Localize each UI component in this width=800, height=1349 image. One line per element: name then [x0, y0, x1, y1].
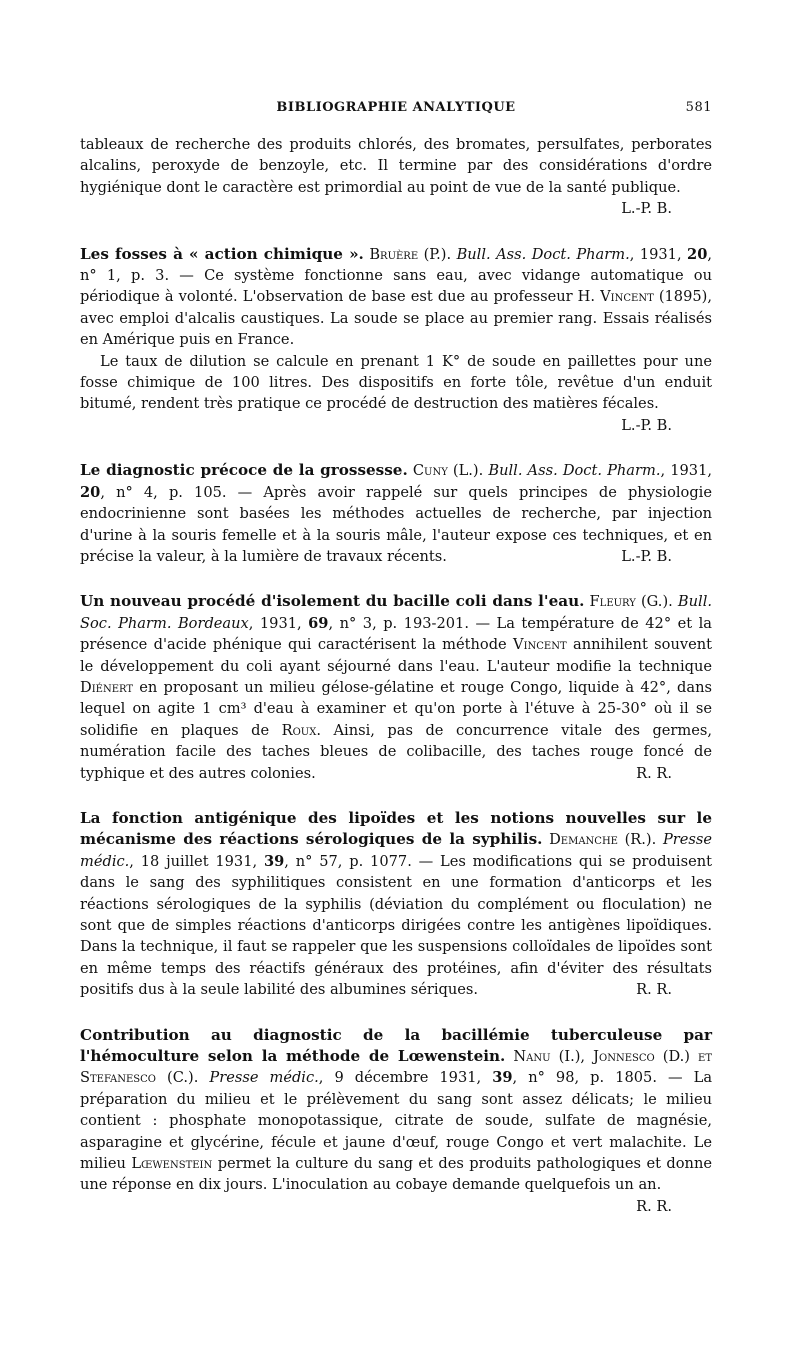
signature: L.-P. B.	[621, 416, 672, 434]
entry-paragraph	[80, 591, 712, 784]
entry-author: Fleury (G.).	[589, 593, 673, 611]
entry-journal: Presse médic.	[80, 831, 712, 870]
person-name: Vincent	[600, 288, 654, 306]
entry-body: permet la culture du sang et des produits pathologiques et donne une réponse en dix jours. L'inoculation au cobaye demande quelquefois un an.	[80, 1155, 712, 1194]
running-title: BIBLIOGRAPHIE ANALYTIQUE	[276, 100, 516, 115]
entry-paragraph	[80, 808, 712, 1001]
page-number: 581	[685, 100, 712, 115]
page-body	[80, 134, 712, 1217]
entry-ref-post: , n° 1, p. 3. —	[80, 245, 712, 285]
entry-title: La fonction antigénique des lipoïdes et les notions nouvelles sur le mécanisme des réactions sérologiques de la syphilis.	[80, 808, 712, 849]
entry-author: Demanche (R.).	[549, 831, 657, 849]
signature: R. R.	[636, 981, 672, 999]
entry-ref-pre: , 9 décembre 1931,	[318, 1069, 493, 1087]
intro-text: tableaux de recherche des produits chlorés, des bromates, persulfates, perborates alcalins, peroxyde de benzoyle, etc. Il termine par des considérations d'ordre hygiénique dont le caractère est primordial au point de vue de la santé publique.	[80, 136, 712, 196]
entry-ref-pre: , 1931,	[660, 462, 712, 480]
entry-ref-post: , n° 98, p. 1805. —	[512, 1069, 694, 1087]
bibliography-entry	[80, 244, 712, 437]
entry-paragraph	[80, 460, 712, 567]
entry-volume: 69	[308, 614, 329, 632]
entry-title: Contribution au diagnostic de la bacillémie tuberculeuse par l'hémoculture selon la méthode de Lœwenstein.	[80, 1025, 712, 1066]
entry-body: Ce système fonctionne sans eau, avec vidange automatique ou périodique à volonté. L'observation de base est due au professeur H.	[80, 267, 712, 306]
signature: L.-P. B.	[621, 547, 672, 565]
entry-ref-pre: , 18 juillet 1931,	[129, 852, 264, 870]
entry-body: . Ainsi, pas de concurrence vitale des germes, numération facile des taches bleues de colibacille, des taches rouge foncé de typhique et des autres colonies.	[80, 721, 713, 782]
entry-ref-pre: , 1931,	[629, 245, 688, 263]
entry-volume: 20	[80, 483, 101, 501]
entry-journal: Bull. Ass. Doct. Pharm.	[456, 245, 630, 263]
signature: R. R.	[636, 764, 672, 782]
entry-volume: 20	[687, 245, 708, 263]
intro-paragraph	[80, 134, 712, 220]
entry-body: annihilent souvent le développement du coli ayant séjourné dans l'eau. L'auteur modifie la technique	[80, 636, 712, 675]
entry-title: Un nouveau procédé d'isolement du bacille coli dans l'eau.	[80, 592, 585, 611]
signature: L.-P. B.	[621, 200, 672, 218]
signature: R. R.	[636, 1197, 672, 1215]
bibliography-entry	[80, 460, 712, 567]
entry-author: Nanu (I.), Jonnesco (D.) et Stefanesco (C.).	[80, 1048, 712, 1087]
person-name: Roux	[281, 721, 317, 739]
bibliography-entry	[80, 808, 712, 1001]
entry-title: Les fosses à « action chimique ».	[80, 244, 364, 263]
entry-journal: Bull. Soc. Pharm. Bordeaux	[80, 593, 713, 632]
person-name: Diénert	[80, 678, 134, 696]
entry-body: La préparation du milieu et le prélèvement du sang sont assez délicats; le milieu contient : phosphate monopotassique, citrate de soude, sulfate de magnésie, asparagine et glycérine, fécule et jaune d'œuf, rouge Congo et vert malachite. Le milieu	[80, 1069, 713, 1173]
entry-title: Le diagnostic précoce de la grossesse.	[80, 461, 408, 480]
entry-body: en proposant un milieu gélose-gélatine et rouge Congo, liquide à 42°, dans lequel on agite 1 cm³ d'eau à examiner et qu'on porte à l'étuve à 25-30° où il se solidifie en plaques de	[80, 678, 712, 739]
entry-body: La température de 42° et la présence d'acide phénique qui caractérisent la méthode	[80, 614, 712, 654]
entry-body: Après avoir rappelé sur quels principes de physiologie endocrinienne sont basées les méthodes actuelles de recherche, par injection d'urine à la souris femelle et à la souris mâle, l'auteur expose ces techniques, et en précise la valeur, à la lumière de travaux récents.	[80, 483, 712, 565]
bibliography-entry	[80, 1025, 712, 1218]
running-header	[80, 100, 712, 122]
entry-body: Le taux de dilution se calcule en prenant 1 K° de soude en paillettes pour une fosse chimique de 100 litres. Des dispositifs en forte tôle, revêtue d'un enduit bitumé, rendent très pratique ce procédé de destruction des matières fécales.	[80, 352, 712, 413]
entry-paragraph	[80, 244, 712, 351]
bibliography-entry	[80, 591, 712, 784]
entry-ref-post: , n° 57, p. 1077. —	[284, 852, 441, 870]
entry-paragraph	[80, 351, 712, 434]
entry-volume: 39	[492, 1069, 513, 1087]
entry-author: Bruère (P.).	[369, 245, 452, 263]
person-name: Lœwenstein	[131, 1155, 213, 1173]
entry-body: (1895), avec emploi d'alcalis caustiques. La soude se place au premier rang. Essais réalisés en Amérique puis en France.	[80, 288, 712, 349]
entry-ref-post: , n° 4, p. 105. —	[100, 483, 264, 501]
entry-author: Cuny (L.).	[412, 462, 484, 480]
entry-ref-pre: , 1931,	[248, 614, 309, 632]
entry-journal: Bull. Ass. Doct. Pharm.	[488, 462, 661, 480]
entry-journal: Presse médic.	[209, 1069, 319, 1087]
entry-paragraph	[80, 1025, 713, 1215]
entry-volume: 39	[263, 852, 285, 870]
entry-ref-post: , n° 3, p. 193-201. —	[328, 614, 497, 632]
entry-body: Les modifications qui se produisent dans le sang des syphilitiques consistent en une formation d'anticorps et les réactions sérologiques de la syphilis (déviation du complément ou floculation) ne sont que de simples réactions d'anticorps dirigées contre les antigènes lipoïdiques. Dans la technique, il faut se rappeler que les suspensions colloïdales de lipoïdes sont en même temps des réactifs généraux des protéines, afin d'éviter des résultats positifs dus à la seule labilité des albumines sériques.	[80, 852, 712, 999]
person-name: Vincent	[513, 636, 567, 654]
